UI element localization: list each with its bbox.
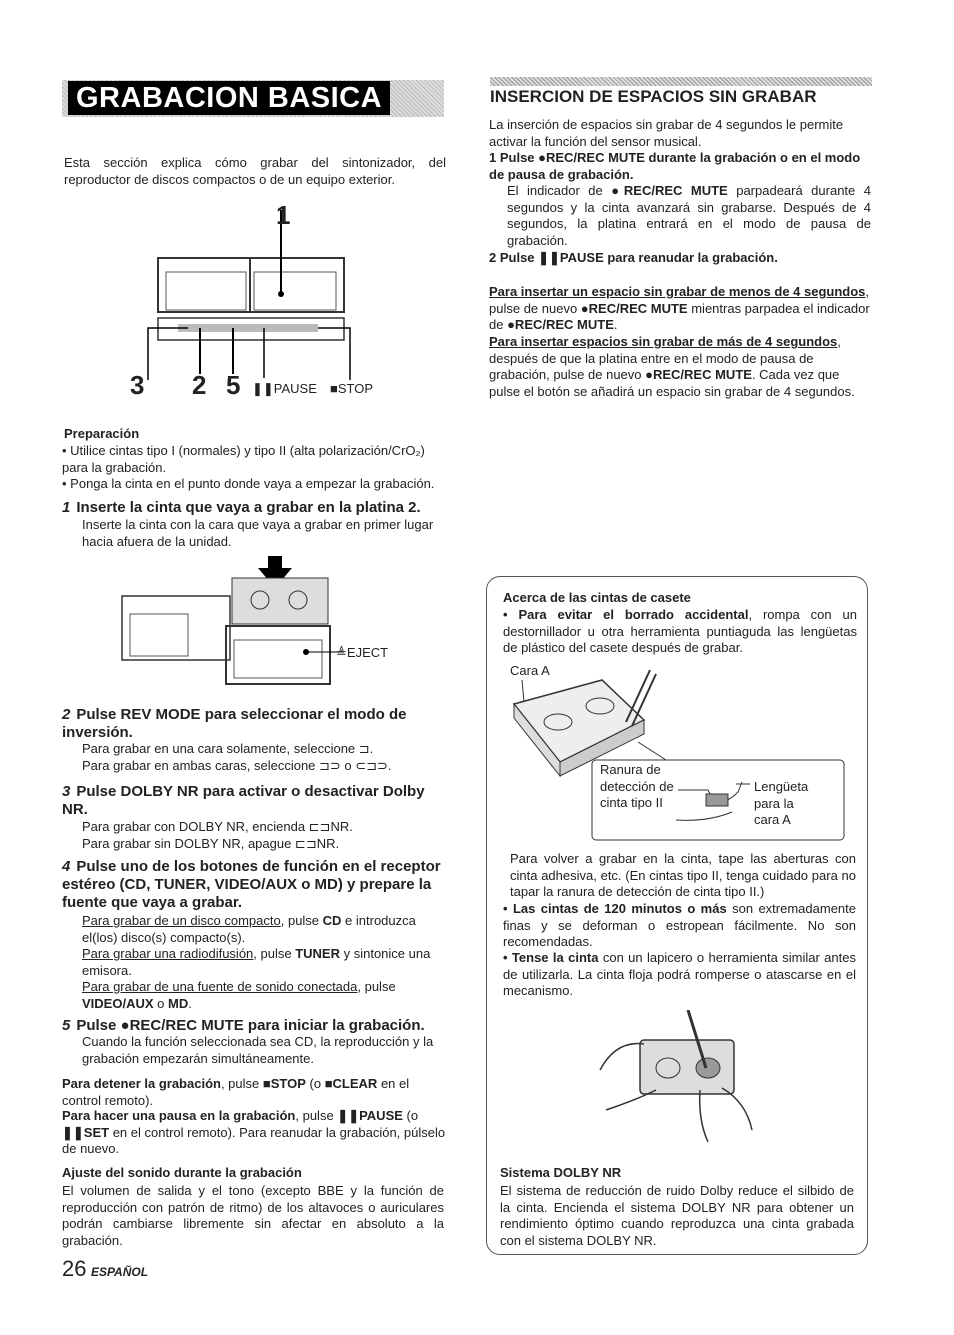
tape-insert-figure — [120, 556, 370, 691]
prep-item: • Utilice cintas tipo I (normales) y tipo II (alta polarización/CrO₂) para la grabación. — [62, 443, 425, 475]
text: mientras parpadea el indicador de — [489, 300, 870, 332]
text: . — [188, 995, 192, 1011]
ins-intro: La inserción de espacios sin grabar de 4 segundos le permite activar la función del sensor musical. — [489, 117, 844, 149]
text: . — [613, 317, 618, 332]
bold-phrase: • Las cintas de 120 minutos o más — [503, 901, 727, 916]
step-title-text: Pulse uno de los botones de función en el receptor estéreo (CD, TUNER, VIDEO/AUX o MD) y prepare la fuente que vaya a grabar. — [62, 858, 441, 911]
text: El indicador de — [507, 183, 612, 198]
text: con un lapicero o herramienta similar antes de utilizarla. La cinta floja podrá romperse o atascarse en el mecanismo. — [503, 950, 856, 998]
ajuste-body: El volumen de salida y el tono (excepto BBE y la función de reproducción con patrón de ritmo) de los altavoces o auriculares podrán cambiarse libremente sin afectar en absoluto a la grabación. — [62, 1183, 444, 1248]
step-2-line: Para grabar en una cara solamente, seleccione ⊐. — [82, 741, 374, 756]
eject-label: ≜EJECT — [336, 645, 389, 660]
step-title-text: Pulse DOLBY NR para activar o desactivar Dolby NR. — [62, 783, 425, 818]
step-2-line: Para grabar en ambas caras, seleccione ⊐⊃ o ⊂⊐⊃. — [82, 757, 392, 773]
lengueta-label: Lengüeta para la cara A — [754, 779, 809, 827]
ranura-label: Ranura de detección de cinta tipo II — [600, 762, 674, 810]
step-2-title — [62, 706, 446, 742]
step-num: 5 — [62, 1017, 71, 1034]
casete-bullet-1 — [503, 607, 857, 657]
text: , pulse de nuevo — [489, 284, 870, 316]
underlined-phrase: Para grabar de una fuente de sonido conectada — [82, 979, 358, 994]
bold-phrase: Para hacer una pausa en la grabación — [62, 1108, 296, 1123]
ins-step-2-title: 2 Pulse ❚❚PAUSE para reanudar la grabación. — [489, 250, 778, 265]
button-name: ●REC/REC MUTE — [611, 183, 728, 198]
language-label: ESPAÑOL — [90, 1265, 149, 1279]
step-1-body: Inserte la cinta con la cara que vaya a grabar en primer lugar hacia afuera de la unidad. — [82, 517, 434, 549]
step-num: 3 — [62, 783, 71, 800]
button-name: CD — [322, 913, 342, 928]
step-3-body — [82, 819, 448, 852]
fig1-label-2: 2 — [192, 370, 207, 400]
step-title-text: Inserte la cinta que vaya a grabar en la platina 2. — [76, 499, 421, 516]
ins-step-1-body — [507, 183, 871, 249]
banner-title: GRABACION BASICA — [68, 81, 390, 115]
button-name: ●REC/REC MUTE — [580, 300, 688, 316]
text: , pulse — [280, 913, 323, 928]
text: , pulse — [357, 979, 396, 994]
step-num: 2 — [62, 706, 71, 723]
section-banner — [62, 80, 444, 117]
text: y sintonice una emisora. — [82, 946, 431, 978]
step-title-text: Pulse ●REC/REC MUTE para iniciar la grabación. — [76, 1017, 425, 1034]
page-number: 26 — [62, 1256, 87, 1281]
casete-bullet-3 — [503, 950, 856, 1000]
intro-text: Esta sección explica cómo grabar del sintonizador, del reproductor de discos compactos o de un equipo exterior. — [64, 155, 446, 187]
fig1-pause-label: ❚❚PAUSE — [252, 381, 317, 396]
step-3-line: Para grabar sin DOLBY NR, apague ⊏⊐NR. — [82, 835, 340, 851]
step-title-text: Pulse REV MODE para seleccionar el modo de inversión. — [62, 706, 407, 741]
button-name: TUNER — [295, 946, 340, 961]
ajuste-title: Ajuste del sonido durante la grabación — [62, 1165, 302, 1180]
step-5-title — [62, 1017, 448, 1035]
prep-title: Preparación — [64, 426, 140, 441]
casete-volver: Para volver a grabar en la cinta, tape las aberturas con cinta adhesiva, etc. (En cintas tipo II, tenga cuidado para no tapar la ranura de detección de cinta tipo II.) — [510, 851, 856, 899]
text: e introduzca el(los) disco(s) compacto(s). — [82, 913, 416, 945]
text: . Cada vez que pulse el botón se añadirá un espacio sin grabar de 4 segundos. — [489, 367, 855, 399]
text: , pulse — [220, 1076, 263, 1091]
underlined-phrase: Para insertar espacios sin grabar de más de 4 segundos — [489, 334, 838, 349]
button-name: ■CLEAR — [324, 1076, 378, 1091]
text: en el control remoto). — [62, 1076, 410, 1108]
top-rule — [490, 77, 872, 86]
page-footer — [62, 1256, 148, 1282]
text: , pulse — [253, 946, 296, 961]
prep-item: • Ponga la cinta en el punto donde vaya a empezar la grabación. — [62, 476, 435, 491]
hand-pencil-figure — [596, 1010, 766, 1145]
dolby-title: Sistema DOLBY NR — [500, 1165, 622, 1180]
text: (o — [305, 1076, 325, 1091]
text: son extremadamente finas y se deforman o estropean fácilmente. No son recomendadas. — [503, 901, 856, 949]
fig1-label-3: 3 — [130, 370, 145, 400]
text: parpadeará durante 4 segundos y la cinta avanzará sin grabarse. Después de 4 segundos, la platina entrará en el modo de pausa de grabación. — [507, 183, 871, 248]
step-num: 4 — [62, 858, 71, 875]
text: , rompa con un destornillador u otra herramienta puntiaguda las lengüetas de plástico del casete después de grabar. — [503, 607, 857, 655]
ins-title: INSERCION DE ESPACIOS SIN GRABAR — [490, 87, 817, 106]
underlined-phrase: Para insertar un espacio sin grabar de menos de 4 segundos — [489, 284, 866, 299]
button-name: ❚❚SET — [62, 1124, 110, 1140]
text: , después de que la platina entre en el modo de pausa de grabación, pulse de nuevo — [489, 334, 841, 382]
casete-bullet-2 — [503, 901, 856, 951]
step-1-title — [62, 499, 450, 517]
button-name: ●REC/REC MUTE — [507, 317, 614, 332]
step-3-line: Para grabar con DOLBY NR, encienda ⊏⊐NR. — [82, 819, 353, 834]
step-4-body — [82, 913, 446, 1012]
fig1-stop-label: ■STOP — [330, 381, 374, 396]
button-name: MD — [167, 995, 189, 1011]
ins-para-1 — [489, 284, 871, 334]
step-4-cd — [82, 913, 446, 946]
step-3-title — [62, 783, 446, 819]
button-name: VIDEO/AUX — [82, 995, 154, 1011]
step-4-tuner — [82, 946, 446, 979]
ins-para-2 — [489, 334, 871, 400]
step-num: 1 — [62, 499, 71, 516]
text: , pulse — [295, 1108, 338, 1123]
step-5-body: Cuando la función seleccionada sea CD, la reproducción y la grabación empezarán simultáneamente. — [82, 1034, 434, 1066]
bold-phrase: • Para evitar el borrado accidental — [503, 607, 749, 622]
bold-phrase: • Tense la cinta — [503, 950, 599, 965]
step-4-aux — [82, 979, 446, 1012]
step-4-title — [62, 858, 446, 912]
underlined-phrase: Para grabar una radiodifusión — [82, 946, 254, 961]
stop-paragraph — [62, 1076, 446, 1109]
prep-list — [62, 443, 448, 493]
bold-phrase: Para detener la grabación — [62, 1076, 221, 1091]
pause-paragraph — [62, 1108, 446, 1158]
button-name: ❚❚PAUSE — [337, 1108, 403, 1123]
button-name: ■STOP — [262, 1076, 306, 1091]
button-name: ●REC/REC MUTE — [645, 367, 752, 382]
ins-step-1-title: 1 Pulse ●REC/REC MUTE durante la grabación o en el modo de pausa de grabación. — [489, 150, 861, 182]
deck-front-figure — [128, 200, 388, 405]
fig1-label-1: 1 — [276, 200, 291, 230]
dolby-body: El sistema de reducción de ruido Dolby reduce el silbido de la cinta. Encienda el sistema DOLBY NR para obtener un rendimiento óptimo cuando reproduzca una cinta grabada con el sistema DOLBY NR. — [500, 1183, 854, 1248]
fig1-label-5: 5 — [226, 370, 241, 400]
casete-title: Acerca de las cintas de casete — [503, 590, 691, 605]
cara-a-label: Cara A — [510, 663, 550, 678]
text: o — [153, 995, 168, 1011]
text: (o — [402, 1108, 419, 1123]
step-2-body — [82, 741, 448, 774]
underlined-phrase: Para grabar de un disco compacto — [82, 913, 281, 928]
text: en el control remoto). Para reanudar la grabación, púlselo de nuevo. — [62, 1124, 446, 1156]
